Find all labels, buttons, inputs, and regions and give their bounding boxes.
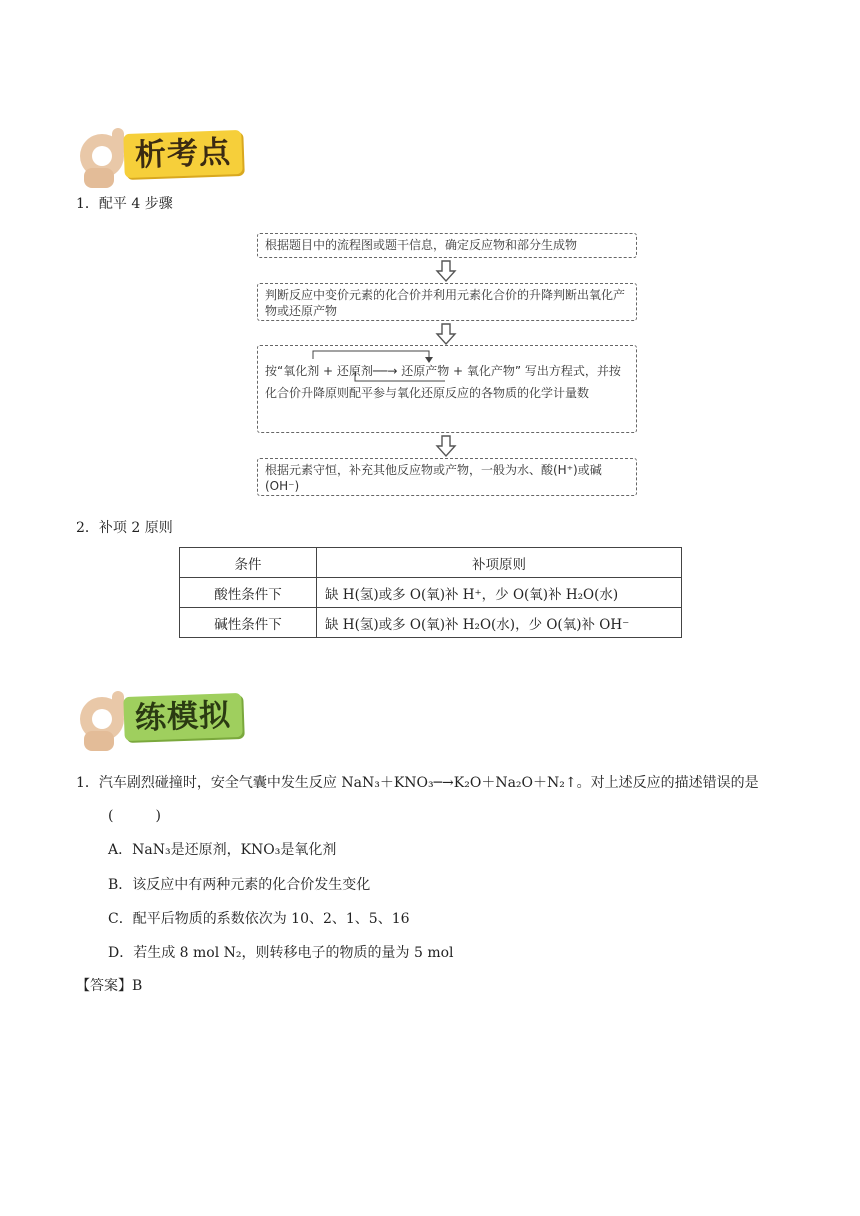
section-heading-steps: 1．配平 4 步骤	[76, 196, 173, 212]
down-arrow-icon	[434, 434, 458, 458]
table-row	[180, 578, 682, 608]
table-cell: 酸性条件下	[180, 578, 317, 608]
section-badge-analysis	[76, 122, 246, 192]
question-stem: 1．汽车剧烈碰撞时，安全气囊中发生反应 NaN₃＋KNO₃─→K₂O＋Na₂O＋N₂↑。对上述反应的描述错误的是	[76, 775, 759, 791]
table-header-cell: 补项原则	[317, 548, 682, 578]
option-b: B．该反应中有两种元素的化合价发生变化	[108, 877, 371, 893]
down-arrow-icon	[434, 259, 458, 283]
table-header-cell: 条件	[180, 548, 317, 578]
table-header-row	[180, 548, 682, 578]
reaction-connector-arrows	[305, 347, 445, 387]
badge-label: 析考点	[123, 130, 242, 178]
table-row	[180, 608, 682, 638]
option-d: D．若生成 8 mol N₂，则转移电子的物质的量为 5 mol	[108, 945, 454, 961]
option-c: C．配平后物质的系数依次为 10、2、1、5、16	[108, 911, 410, 927]
answer-blank: ( )	[108, 808, 161, 824]
flow-step-1: 根据题目中的流程图或题干信息，确定反应物和部分生成物	[257, 233, 637, 258]
flow-step-2: 判断反应中变价元素的化合价并利用元素化合价的升降判断出氧化产物或还原产物	[257, 283, 637, 321]
table-cell: 缺 H(氢)或多 O(氧)补 H⁺，少 O(氧)补 H₂O(水)	[317, 578, 682, 608]
section-heading-rules: 2．补项 2 原则	[76, 520, 173, 536]
section-badge-practice	[76, 685, 246, 755]
table-cell: 缺 H(氢)或多 O(氧)补 H₂O(水)，少 O(氧)补 OH⁻	[317, 608, 682, 638]
answer-label: 【答案】B	[76, 978, 143, 994]
supplement-rules-table	[179, 547, 682, 638]
down-arrow-icon	[434, 322, 458, 346]
table-cell: 碱性条件下	[180, 608, 317, 638]
flow-step-4: 根据元素守恒，补充其他反应物或产物，一般为水、酸(H⁺)或碱(OH⁻)	[257, 458, 637, 496]
badge-label: 练模拟	[123, 693, 242, 741]
option-a: A．NaN₃是还原剂，KNO₃是氧化剂	[108, 842, 337, 858]
flow-step-3: 按“氧化剂 + 还原剂──→ 还原产物 + 氧化产物” 写出方程式，并按化合价升降原则配平参与氧化还原反应的各物质的化学计量数	[257, 345, 637, 433]
